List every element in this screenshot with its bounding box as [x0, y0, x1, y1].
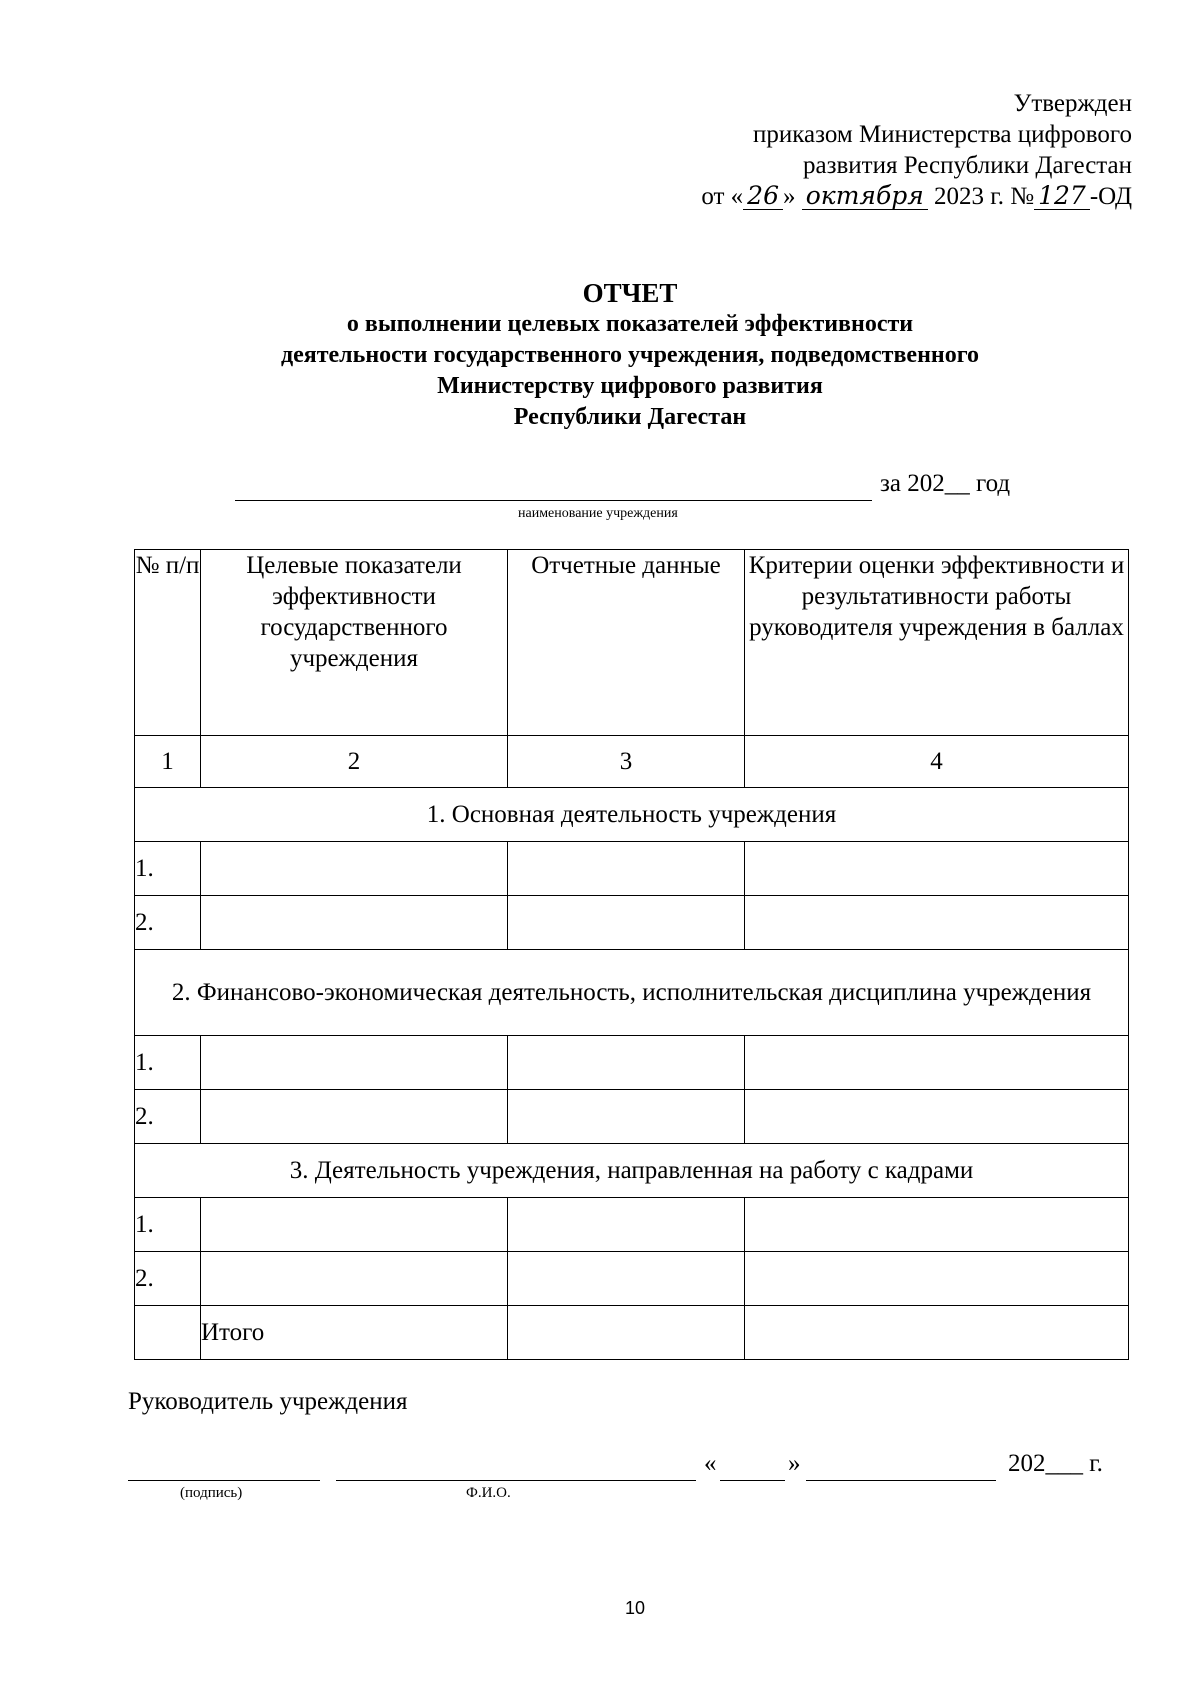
- date-open-quote: «: [704, 1450, 717, 1477]
- total-criteria-cell[interactable]: [745, 1306, 1129, 1360]
- table-row: [135, 1090, 1129, 1144]
- total-number-cell: [135, 1306, 201, 1360]
- header-indicators: Целевые показатели эффективности государственного учреждения: [201, 550, 508, 736]
- total-reported-data-cell[interactable]: [508, 1306, 745, 1360]
- row-number: 1.: [135, 842, 201, 896]
- page-number: 10: [624, 1598, 646, 1618]
- approval-date-line: [701, 181, 1132, 212]
- approval-month-handwritten: октября: [802, 183, 928, 210]
- section-row: [135, 950, 1129, 1036]
- total-row: [135, 1306, 1129, 1360]
- head-label: Руководитель учреждения: [128, 1388, 408, 1415]
- date-close-quote: »: [788, 1450, 801, 1477]
- approval-line-3: развития Республики Дагестан: [803, 152, 1132, 179]
- organization-caption: наименование учреждения: [518, 506, 678, 521]
- approval-number-handwritten: 127: [1034, 183, 1090, 210]
- period-text: за 202__ год: [880, 470, 1011, 497]
- section-2-title: 2. Финансово-экономическая деятельность, исполнительская дисциплина учреждения: [135, 950, 1129, 1036]
- report-table: [134, 549, 1129, 1360]
- title-line-3: деятельности государственного учреждения, подведомственного: [280, 342, 980, 368]
- reported-data-cell[interactable]: [508, 842, 745, 896]
- date-month-field[interactable]: [806, 1478, 996, 1481]
- header-reported-data: Отчетные данные: [508, 550, 745, 736]
- approval-line-1: Утвержден: [1013, 90, 1132, 117]
- row-number: 1.: [135, 1198, 201, 1252]
- section-1-title: 1. Основная деятельность учреждения: [135, 788, 1129, 842]
- criteria-cell[interactable]: [745, 1198, 1129, 1252]
- table-row: [135, 896, 1129, 950]
- indicator-cell[interactable]: [201, 1090, 508, 1144]
- indicator-cell[interactable]: [201, 896, 508, 950]
- criteria-cell[interactable]: [745, 1252, 1129, 1306]
- reported-data-cell[interactable]: [508, 1252, 745, 1306]
- approval-year-text: 2023 г. №: [934, 183, 1035, 210]
- table-header-row: [135, 550, 1129, 736]
- period-line: [235, 470, 1040, 504]
- report-title: [0, 278, 1200, 433]
- approval-suffix: -ОД: [1089, 183, 1132, 210]
- indicator-cell[interactable]: [201, 1198, 508, 1252]
- table-row: [135, 1252, 1129, 1306]
- total-label: Итого: [201, 1306, 508, 1360]
- column-number-1: 1: [135, 736, 201, 788]
- column-number-2: 2: [201, 736, 508, 788]
- approval-from-prefix: от «: [701, 183, 744, 210]
- column-number-row: [135, 736, 1129, 788]
- table-row: [135, 842, 1129, 896]
- footer-year-text: 202___ г.: [1008, 1450, 1103, 1477]
- table-row: [135, 1198, 1129, 1252]
- title-line-5: Республики Дагестан: [513, 404, 747, 430]
- criteria-cell[interactable]: [745, 896, 1129, 950]
- signature-caption: (подпись): [180, 1485, 243, 1501]
- reported-data-cell[interactable]: [508, 896, 745, 950]
- row-number: 2.: [135, 1252, 201, 1306]
- criteria-cell[interactable]: [745, 1090, 1129, 1144]
- criteria-cell[interactable]: [745, 842, 1129, 896]
- header-criteria: Критерии оценки эффективности и результативности работы руководителя учреждения в баллах: [745, 550, 1129, 736]
- name-caption: Ф.И.О.: [466, 1485, 511, 1501]
- approval-block: [701, 88, 1132, 212]
- section-row: [135, 1144, 1129, 1198]
- column-number-4: 4: [745, 736, 1129, 788]
- title-main: ОТЧЕТ: [582, 278, 678, 308]
- section-3-title: 3. Деятельность учреждения, направленная на работу с кадрами: [135, 1144, 1129, 1198]
- name-field[interactable]: [336, 1478, 696, 1481]
- reported-data-cell[interactable]: [508, 1090, 745, 1144]
- organization-name-field[interactable]: [235, 500, 872, 501]
- row-number: 1.: [135, 1036, 201, 1090]
- title-line-2: о выполнении целевых показателей эффективности: [346, 311, 914, 337]
- header-number: № п/п: [135, 550, 201, 736]
- row-number: 2.: [135, 896, 201, 950]
- indicator-cell[interactable]: [201, 1036, 508, 1090]
- approval-day-handwritten: 26: [743, 183, 783, 210]
- row-number: 2.: [135, 1090, 201, 1144]
- approval-quote-close: »: [782, 183, 796, 210]
- signature-field[interactable]: [128, 1478, 320, 1481]
- indicator-cell[interactable]: [201, 1252, 508, 1306]
- criteria-cell[interactable]: [745, 1036, 1129, 1090]
- date-day-field[interactable]: [720, 1478, 785, 1481]
- approval-line-2: приказом Министерства цифрового: [753, 121, 1132, 148]
- reported-data-cell[interactable]: [508, 1198, 745, 1252]
- column-number-3: 3: [508, 736, 745, 788]
- title-line-4: Министерству цифрового развития: [437, 373, 823, 399]
- reported-data-cell[interactable]: [508, 1036, 745, 1090]
- table-row: [135, 1036, 1129, 1090]
- indicator-cell[interactable]: [201, 842, 508, 896]
- section-row: [135, 788, 1129, 842]
